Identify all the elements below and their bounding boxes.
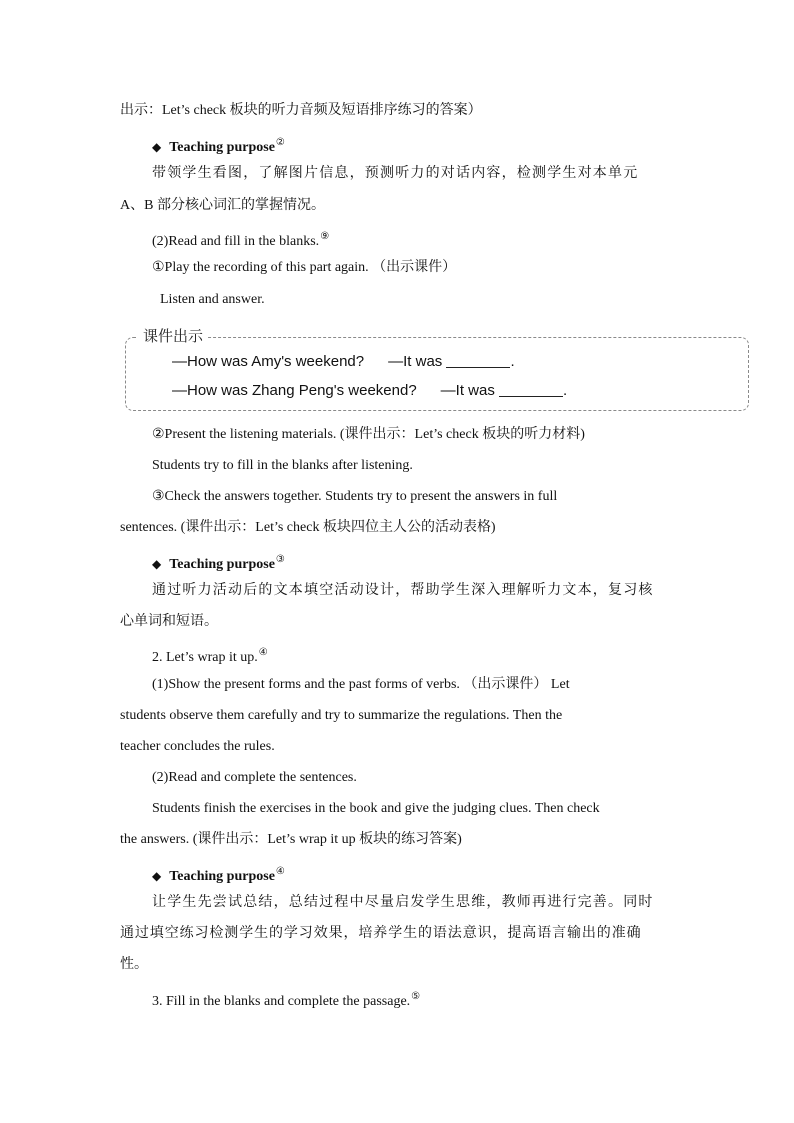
text-line: (1)Show the present forms and the past forms of verbs. （出示课件） Let — [152, 677, 570, 692]
text-line: A、B 部分核心词汇的掌握情况。 — [120, 198, 325, 213]
text-line: Students finish the exercises in the book and give the judging clues. Then check — [152, 801, 600, 816]
text-line: Students try to fill in the blanks after listening. — [152, 458, 413, 473]
footnote-marker: ④ — [258, 647, 268, 658]
teaching-purpose-heading: ◆ Teaching purpose③ — [152, 554, 285, 572]
footnote-marker: ③ — [275, 554, 285, 565]
teaching-purpose-heading: ◆ Teaching purpose④ — [152, 866, 285, 884]
text-line: (2)Read and fill in the blanks.⑨ — [152, 231, 330, 249]
text-line: 出示：Let’s check 板块的听力音频及短语排序练习的答案） — [120, 103, 482, 118]
text-line: ②Present the listening materials. (课件出示：Let’s check 板块的听力材料) — [152, 427, 585, 442]
text-line: students observe them carefully and try to summarize the regulations. Then the — [120, 708, 563, 723]
teaching-purpose-heading: ◆ Teaching purpose② — [152, 137, 285, 155]
text-line: 通过填空练习检测学生的学习效果，培养学生的语法意识，提高语言输出的准确 — [120, 926, 642, 941]
footnote-marker: ④ — [275, 866, 285, 877]
diamond-bullet-icon: ◆ — [152, 140, 162, 154]
text-line: 3. Fill in the blanks and complete the passage.⑤ — [152, 991, 421, 1009]
text-line: 性。 — [120, 957, 148, 972]
text-line: ③Check the answers together. Students try to present the answers in full — [152, 489, 558, 504]
callout-tag: 课件出示 — [138, 326, 208, 346]
answer-blank — [499, 382, 563, 397]
diamond-bullet-icon: ◆ — [152, 869, 162, 883]
text-line: the answers. (课件出示：Let’s wrap it up 板块的练习答案) — [120, 832, 462, 847]
text-line: 心单词和短语。 — [120, 614, 218, 629]
text-line: 带领学生看图，了解图片信息，预测听力的对话内容，检测学生对本单元 — [152, 166, 639, 181]
text-line: 通过听力活动后的文本填空活动设计，帮助学生深入理解听力文本，复习核 — [152, 583, 654, 598]
text-line: sentences. (课件出示：Let’s check 板块四位主人公的活动表格) — [120, 520, 496, 535]
text-line: Listen and answer. — [160, 292, 265, 307]
footnote-marker: ② — [275, 137, 285, 148]
text-line: ①Play the recording of this part again. （出示课件） — [152, 260, 457, 275]
callout-line: —How was Amy's weekend? —It was . — [172, 353, 515, 370]
text-line: teacher concludes the rules. — [120, 739, 275, 754]
text-line: 让学生先尝试总结，总结过程中尽量启发学生思维，教师再进行完善。同时 — [152, 895, 654, 910]
text-line: (2)Read and complete the sentences. — [152, 770, 357, 785]
text-line: 2. Let’s wrap it up.④ — [152, 647, 268, 665]
footnote-marker: ⑨ — [320, 231, 330, 242]
diamond-bullet-icon: ◆ — [152, 557, 162, 571]
answer-blank — [446, 353, 510, 368]
footnote-marker: ⑤ — [411, 991, 421, 1002]
callout-line: —How was Zhang Peng's weekend? —It was . — [172, 382, 568, 399]
